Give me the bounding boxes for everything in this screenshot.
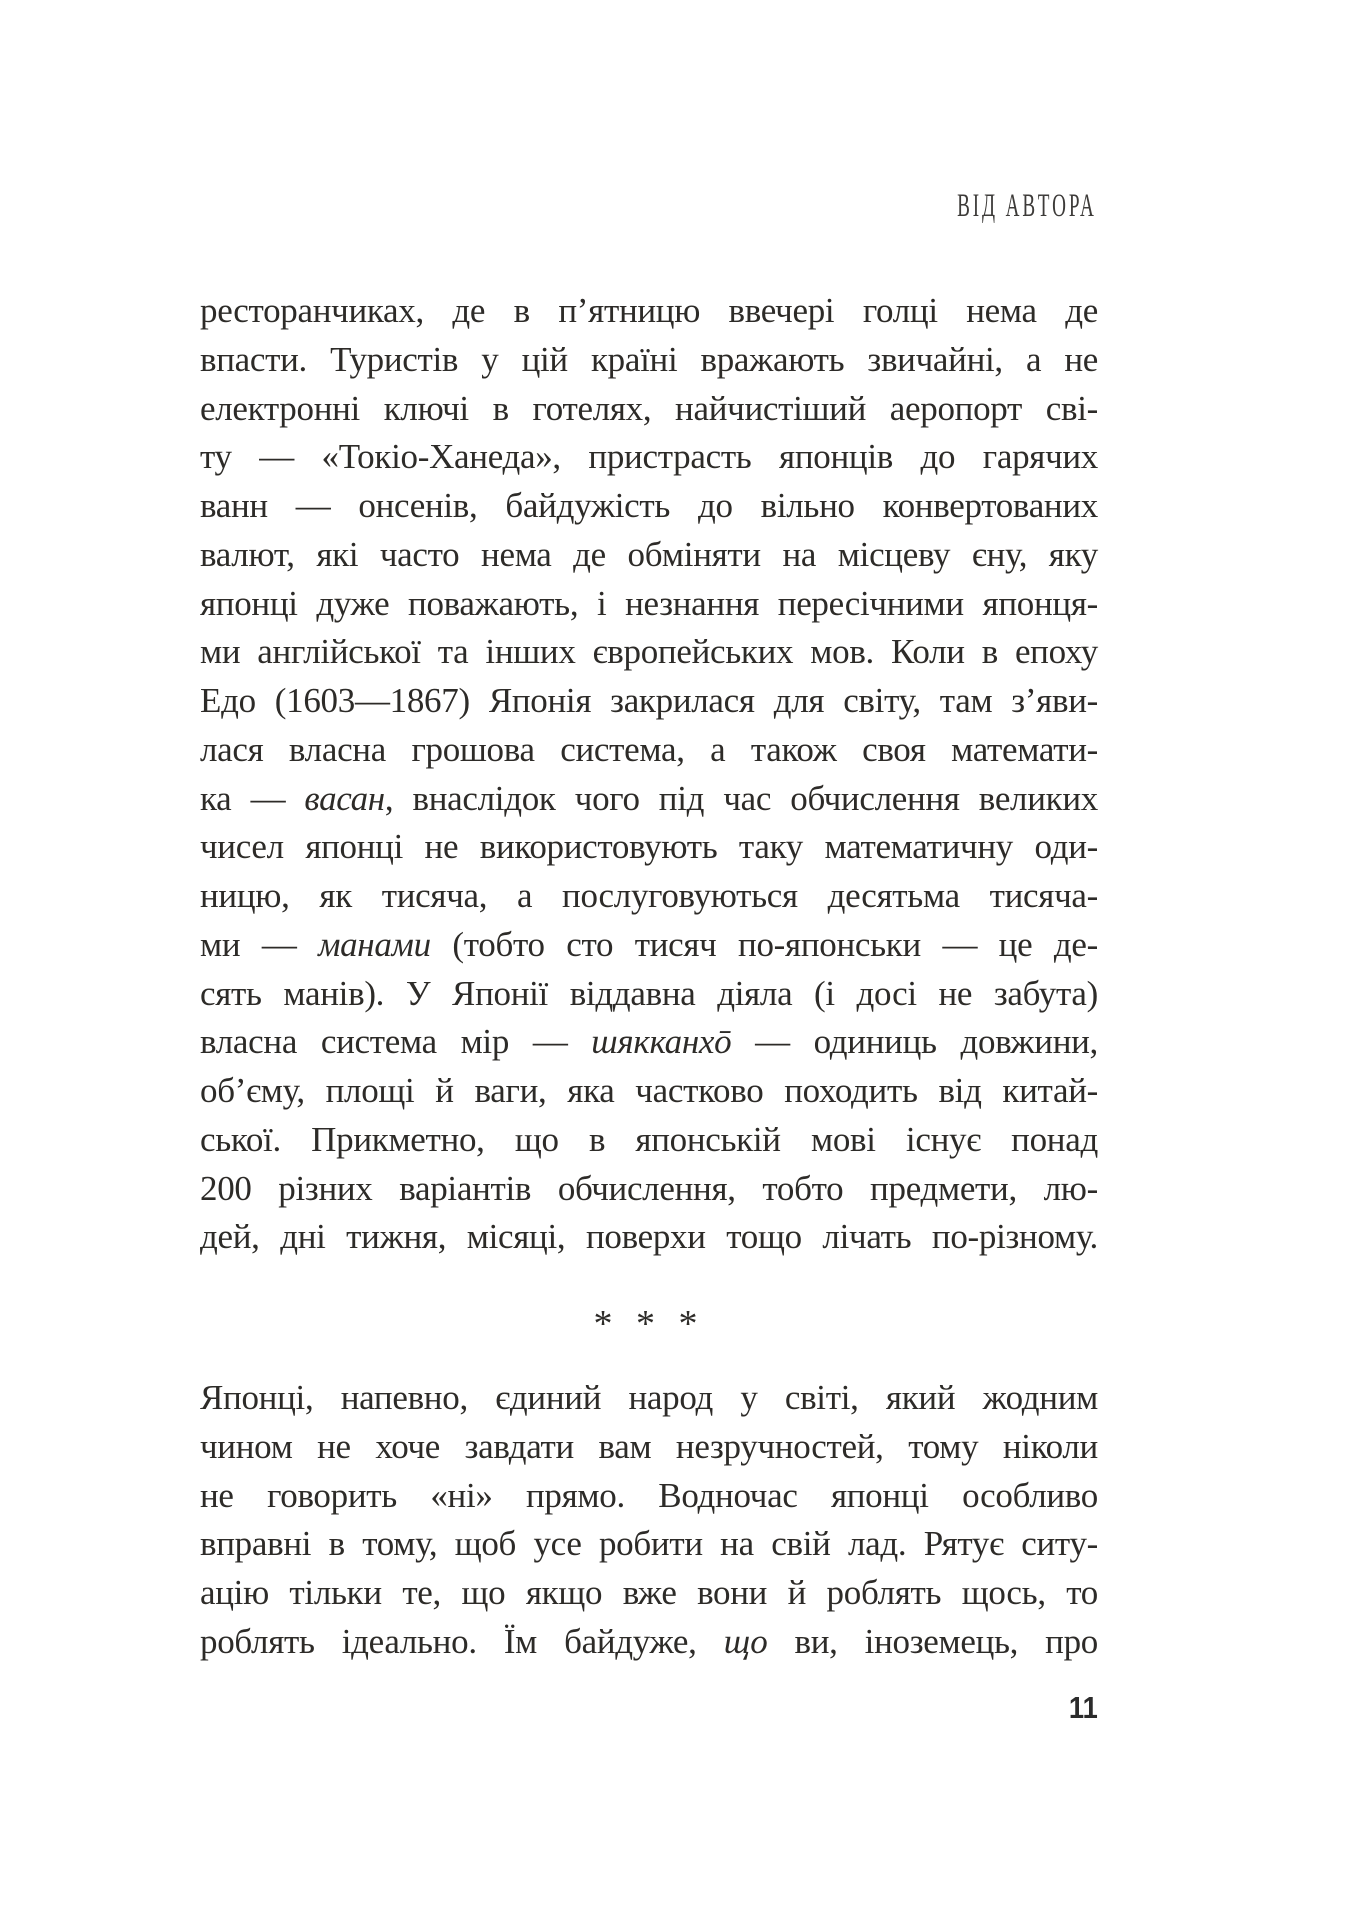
text-line bbox=[200, 336, 1098, 385]
text-line bbox=[200, 580, 1098, 629]
text-line bbox=[200, 385, 1098, 434]
text-line bbox=[200, 1472, 1098, 1521]
text-segment: 200 різних варіантів обчислення, тобто предмети, лю- bbox=[200, 1168, 1098, 1208]
text-segment: — одиниць довжини, bbox=[731, 1022, 1098, 1062]
text-segment: чисел японці не використовують таку математичну оди- bbox=[200, 827, 1098, 867]
text-segment: електронні ключі в готелях, найчистіший аеропорт сві- bbox=[200, 388, 1098, 428]
italic-term: манами bbox=[318, 924, 431, 964]
text-line bbox=[200, 1374, 1098, 1423]
running-header: ВІД АВТОРА bbox=[957, 188, 1097, 224]
italic-term: шякканхō bbox=[591, 1022, 732, 1062]
text-line bbox=[200, 726, 1098, 775]
text-line bbox=[200, 482, 1098, 531]
text-segment: валют, які часто нема де обміняти на місцеву єну, яку bbox=[200, 534, 1098, 574]
text-line bbox=[200, 1423, 1098, 1472]
text-segment: ацію тільки те, що якщо вже вони й роблять щось, то bbox=[200, 1573, 1098, 1612]
text-segment: Едо (1603—1867) Японія закрилася для світу, там з’яви- bbox=[200, 681, 1098, 720]
text-line bbox=[200, 775, 1098, 824]
text-segment: ка — bbox=[200, 778, 305, 818]
text-line bbox=[200, 677, 1098, 726]
text-segment: ми англійської та інших європейських мов. Коли в епоху bbox=[200, 632, 1098, 672]
italic-term: васан bbox=[304, 778, 385, 818]
italic-term: що bbox=[723, 1621, 768, 1661]
text-segment: ванн — онсенів, байдужість до вільно конвертованих bbox=[200, 486, 1098, 525]
text-segment: ми — bbox=[200, 924, 319, 964]
text-line bbox=[200, 1618, 1098, 1667]
text-segment: ської. Прикметно, що в японській мові існує понад bbox=[200, 1119, 1098, 1159]
text-line bbox=[200, 531, 1098, 580]
text-segment: ницю, як тисяча, а послуговуються десятьма тисяча- bbox=[200, 876, 1098, 915]
text-segment: чином не хоче завдати вам незручностей, тому ніколи bbox=[200, 1426, 1098, 1466]
text-segment: об’єму, площі й ваги, яка частково походить від китай- bbox=[200, 1071, 1098, 1110]
text-segment: лася власна грошова система, а також своя математи- bbox=[200, 729, 1098, 769]
page-number: 11 bbox=[1069, 1690, 1098, 1725]
paragraph-2 bbox=[200, 1374, 1098, 1667]
section-separator: * * * bbox=[593, 1303, 705, 1345]
text-segment: , внаслідок чого під час обчислення великих bbox=[384, 778, 1098, 818]
text-segment: ту — «Токіо-Ханеда», пристрасть японців до гарячих bbox=[200, 437, 1098, 477]
text-line bbox=[200, 1116, 1098, 1165]
text-line bbox=[200, 1520, 1098, 1569]
text-line bbox=[200, 1213, 1098, 1262]
text-line bbox=[200, 628, 1098, 677]
text-line bbox=[200, 433, 1098, 482]
text-line bbox=[200, 872, 1098, 921]
text-segment: Японці, напевно, єдиний народ у світі, який жодним bbox=[200, 1378, 1098, 1417]
text-line bbox=[200, 1569, 1098, 1618]
text-segment: не говорить «ні» прямо. Водночас японці особливо bbox=[200, 1475, 1098, 1515]
text-segment: власна система мір — bbox=[200, 1022, 592, 1062]
paragraph-1 bbox=[200, 287, 1098, 1262]
text-segment: дей, дні тижня, місяці, поверхи тощо лічать по-різному. bbox=[200, 1217, 1098, 1257]
text-segment: японці дуже поважають, і незнання пересічними японця- bbox=[200, 583, 1098, 623]
text-line bbox=[200, 921, 1098, 970]
text-segment: ви, іноземець, про bbox=[767, 1621, 1098, 1661]
text-line bbox=[200, 1067, 1098, 1116]
text-line bbox=[200, 970, 1098, 1019]
text-segment: вправні в тому, щоб усе робити на свій лад. Рятує ситу- bbox=[200, 1524, 1098, 1564]
text-segment: сять манів). У Японії віддавна діяла (і досі не забута) bbox=[200, 973, 1098, 1013]
text-segment: ресторанчиках, де в п’ятницю ввечері голці нема де bbox=[200, 291, 1098, 330]
text-line bbox=[200, 1018, 1098, 1067]
text-segment: впасти. Туристів у цій країні вражають звичайні, а не bbox=[200, 339, 1098, 379]
text-line bbox=[200, 1165, 1098, 1214]
text-line bbox=[200, 823, 1098, 872]
text-segment: (тобто сто тисяч по-японськи — це де- bbox=[430, 924, 1098, 964]
text-segment: роблять ідеально. Їм байдуже, bbox=[200, 1621, 724, 1661]
text-line bbox=[200, 287, 1098, 336]
